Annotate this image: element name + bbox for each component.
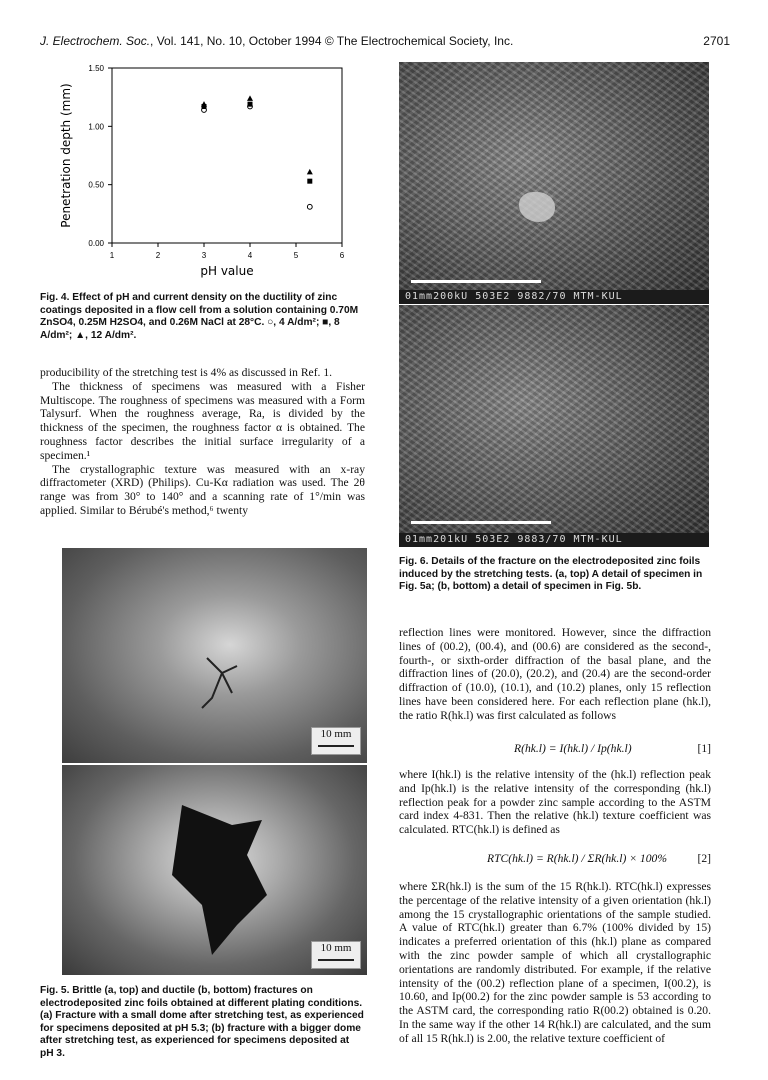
fig4-caption: Fig. 4. Effect of pH and current density on the ductility of zinc coatings deposited in a flow cell from a solution containing 0.70M ZnSO4, 0.25M H2SO4, and 0.26M NaCl at 28°C. ○, 4 A/dm²; ■, 8 A/dm²; ▲, 12 A/dm². xyxy=(40,292,359,341)
y-tick-label: 0.00 xyxy=(88,239,104,248)
journal-name: J. Electrochem. Soc. xyxy=(40,34,151,48)
data-point-triangle xyxy=(201,101,207,107)
x-tick-label: 5 xyxy=(293,251,299,260)
plot-frame xyxy=(112,68,342,243)
sem-top-scalebar xyxy=(411,280,541,283)
y-tick-label: 0.50 xyxy=(88,180,104,190)
fig5-top-scale xyxy=(311,727,361,755)
y-axis-label: Penetration depth (mm) xyxy=(59,83,73,228)
sem-bottom-scalebar xyxy=(411,521,551,524)
left-column-text xyxy=(40,366,365,518)
x-tick-label: 6 xyxy=(339,251,345,260)
equation-2 xyxy=(399,848,711,872)
left-paragraph-2: The thickness of specimens was measured with a Fisher Multiscope. The roughness of specimens was measured with a Form Talysurf. When the roughness average, Ra, is divided by the thickness of the specimen, the roughness factor α is obtained. The roughness factor describes the initial surface irregularity of a specimen.¹ xyxy=(40,379,365,462)
y-tick-label: 1.00 xyxy=(88,122,104,132)
data-point-square xyxy=(248,102,253,107)
scale-label-top: 10 mm xyxy=(320,728,352,740)
right-paragraph-3: where ΣR(hk.l) is the sum of the 15 R(hk.l). RTC(hk.l) expresses the percentage of the relative intensity of a given orientation (hk.l) among the 15 crystallographic orientations of the sample studied. A value of RTC(hk.l) greater than 6.7% (100% divided by 15) indicates a preferred orientation of this (hk.l) plane as compared with the zinc powder sample of which all crystallographic orientations are randomly distributed. For example, if the relative intensity of the (00.2) reflection plane of a specimen, I(00.2), is 10.60, and Ip(00.2) for the zinc powder sample is 53 according to the ASTM card, the corresponding ratio R(00.2) obtained is 0.20. In the same way if the other 14 R(hk.l) are calculated, and the sum of all 15 R(hk.l) is 2.00, the relative texture coefficient of xyxy=(399,880,711,1045)
data-point-square xyxy=(307,179,312,184)
x-tick-label: 1 xyxy=(109,251,115,260)
fig5-caption: Fig. 5. Brittle (a, top) and ductile (b, bottom) fractures on electrodeposited zinc foils obtained at different plating conditions. (a) Fracture with a small dome after stretching test, as experienced for specimens deposited at pH 5.3; (b) fracture with a bigger dome after stretching test, as experienced for specimens deposited at pH 3. xyxy=(40,985,364,1059)
x-axis-label: pH value xyxy=(200,264,254,278)
right-column-text-2 xyxy=(399,768,711,837)
equation-1-number: [1] xyxy=(697,742,711,755)
x-tick-label: 2 xyxy=(155,251,161,260)
fig5-photo-top xyxy=(62,548,367,763)
sem-bottom-label: 01mm201kU 503E2 9883/70 MTM-KUL xyxy=(399,533,709,547)
right-column-text-3 xyxy=(399,880,711,1046)
left-paragraph-1: producibility of the stretching test is 4% as discussed in Ref. 1. xyxy=(40,366,333,379)
x-tick-label: 3 xyxy=(201,251,207,260)
data-point-triangle xyxy=(247,95,253,101)
right-paragraph-2: where I(hk.l) is the relative intensity of the (hk.l) reflection peak and Ip(hk.l) is the relative intensity of the corresponding (hk.l) reflection peak for a powder zinc sample according to the ASTM card index 4-831. Then the relative (hk.l) texture coefficient was calculated. RTC(hk.l) is defined as xyxy=(399,768,711,837)
equation-1 xyxy=(399,738,711,762)
running-header xyxy=(40,34,730,48)
equation-1-expression: R(hk.l) = I(hk.l) / Ip(hk.l) xyxy=(514,742,632,755)
equation-2-number: [2] xyxy=(697,852,711,865)
fig5-photo-bottom xyxy=(62,765,367,975)
x-tick-label: 4 xyxy=(247,251,253,260)
data-point-circle xyxy=(307,204,312,209)
equation-2-expression: RTC(hk.l) = R(hk.l) / ΣR(hk.l) × 100% xyxy=(487,852,667,865)
sem-top-label: 01mm200kU 503E2 9882/70 MTM-KUL xyxy=(399,290,709,304)
fig5-bottom-scale xyxy=(311,941,361,969)
right-column-text-1 xyxy=(399,626,711,723)
fig6-caption: Fig. 6. Details of the fracture on the electrodeposited zinc foils induced by the stretching tests. (a, top) A detail of specimen in Fig. 5a; (b, bottom) a detail of specimen in Fig. 5b. xyxy=(399,556,703,592)
sem-image-top xyxy=(399,62,709,304)
sem-image-bottom xyxy=(399,305,709,547)
left-paragraph-3: The crystallographic texture was measured with an x-ray diffractometer (XRD) (Philips). Cu-Kα radiation was used. The 2θ range was from 30° to 140° and a scanning rate of 1°/min was applied. Similar to Bérubé's method,⁶ twenty xyxy=(40,462,365,517)
fig4-svg xyxy=(54,60,354,285)
sem-particle xyxy=(519,192,555,222)
y-tick-label: 1.50 xyxy=(88,64,104,73)
scale-label-bottom: 10 mm xyxy=(320,942,352,954)
data-point-triangle xyxy=(307,169,313,175)
journal-details: , Vol. 141, No. 10, October 1994 © The Electrochemical Society, Inc. xyxy=(150,34,514,48)
right-paragraph-1: reflection lines were monitored. However, since the diffraction lines of (00.2), (00.4), and (00.6) are considered as the second-, fourth-, or sixth-order diffraction of the basal plane, and the diffraction lines of (20.0), (20.2), and (20.4) are the second-order diffraction of (10.0), (10.1), and (10.2) planes, only 15 reflection lines have been considered here. For each reflection plane (hk.l), the ratio R(hk.l) was first calculated as follows xyxy=(399,626,711,722)
fig4-chart xyxy=(54,60,354,285)
page-number: 2701 xyxy=(703,34,730,48)
